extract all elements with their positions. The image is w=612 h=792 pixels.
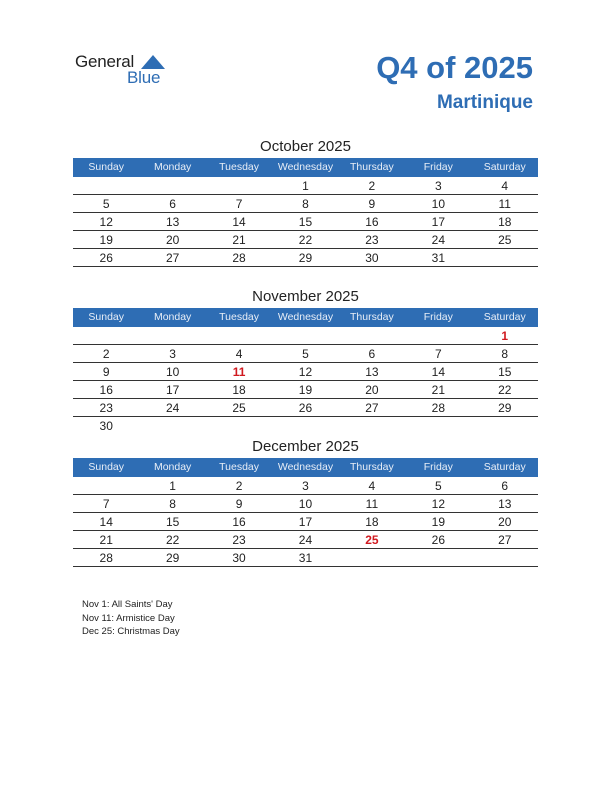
day-cell: 30 [99,419,113,433]
day-cell: 10 [165,365,180,379]
day-cell: 28 [99,551,113,565]
day-cell [206,327,272,344]
month-title: November 2025 [252,288,359,305]
day-cell: 18 [365,515,379,529]
day-cell: 21 [431,383,445,397]
day-cell: 8 [169,497,176,511]
holiday-notes [82,598,180,639]
week-row [73,417,538,434]
week-row [73,249,538,267]
day-cell: 29 [165,551,180,565]
day-cell [405,417,471,434]
day-cell: 17 [431,215,445,229]
day-cell: 18 [232,383,246,397]
day-cell: 30 [365,251,379,265]
day-cell: 25 [232,401,246,415]
day-cell: 9 [368,197,376,211]
day-cell: 7 [102,497,110,511]
week-row [73,177,538,195]
weekday-label: Tuesday [219,461,259,473]
weekday-label: Saturday [483,461,526,473]
week-row [73,381,538,399]
day-cell: 1 [501,329,509,343]
day-cell: 10 [298,497,313,511]
day-cell: 23 [232,533,246,547]
weekday-label: Thursday [350,311,394,323]
day-cell: 11 [365,497,379,511]
day-cell: 5 [302,347,309,361]
day-cell: 31 [298,551,313,565]
day-cell: 1 [169,479,176,493]
day-cell: 27 [165,251,180,265]
week-row [73,231,538,249]
day-cell: 8 [501,347,509,361]
day-cell: 31 [431,251,445,265]
day-cell: 2 [102,347,110,361]
week-row [73,495,538,513]
day-cell: 26 [298,401,313,415]
day-cell: 23 [365,233,379,247]
day-cell: 22 [498,383,512,397]
day-cell: 3 [434,179,442,193]
day-cell: 13 [498,497,512,511]
week-row [73,195,538,213]
weekday-label: Wednesday [277,311,334,323]
weekday-label: Friday [423,161,453,173]
day-cell: 28 [431,401,445,415]
week-row [73,513,538,531]
day-cell [472,549,538,566]
weekday-label: Saturday [483,311,526,323]
day-cell: 20 [498,515,512,529]
day-cell [139,177,205,194]
day-cell [272,417,338,434]
weekday-header [73,158,538,177]
page-title: Q4 of 2025 [376,50,533,85]
day-cell: 13 [365,365,379,379]
day-cell: 25 [498,233,512,247]
day-cell: 16 [99,383,113,397]
page-subtitle: Martinique [436,92,533,113]
weekday-label: Monday [153,161,192,173]
day-cell: 21 [232,233,246,247]
day-cell: 24 [298,533,313,547]
day-cell: 12 [99,215,113,229]
day-cell: 4 [368,479,376,493]
day-cell: 15 [498,365,512,379]
day-cell: 22 [298,233,313,247]
day-cell: 16 [232,515,246,529]
weeks [73,327,538,434]
day-cell: 18 [498,215,512,229]
holiday-note: Dec 25: Christmas Day [82,626,180,637]
generalblue-logo [75,52,175,88]
day-cell: 4 [501,179,509,193]
day-cell: 29 [498,401,512,415]
day-cell: 1 [302,179,309,193]
day-cell [339,549,405,566]
day-cell: 19 [99,233,113,247]
day-cell [472,417,538,434]
week-row [73,477,538,495]
day-cell: 3 [169,347,176,361]
day-cell: 30 [232,551,246,565]
week-row [73,327,538,345]
day-cell: 28 [232,251,246,265]
day-cell: 22 [165,533,180,547]
month-calendar [73,436,538,567]
day-cell: 23 [99,401,113,415]
day-cell: 9 [102,365,110,379]
day-cell: 12 [298,365,313,379]
day-cell: 25 [365,533,379,547]
day-cell: 27 [365,401,379,415]
logo-text-general: General [75,52,135,71]
day-cell [73,177,139,194]
weekday-label: Monday [153,461,192,473]
day-cell: 15 [298,215,313,229]
day-cell: 12 [431,497,445,511]
day-cell: 10 [431,197,445,211]
day-cell: 14 [232,215,246,229]
week-row [73,213,538,231]
weekday-label: Friday [423,311,453,323]
day-cell: 3 [302,479,309,493]
day-cell: 24 [431,233,445,247]
weekday-label: Monday [153,311,192,323]
weeks [73,177,538,267]
day-cell: 16 [365,215,379,229]
weekday-label: Tuesday [219,161,259,173]
day-cell: 4 [235,347,243,361]
day-cell: 14 [431,365,445,379]
day-cell: 11 [232,365,246,379]
day-cell: 6 [501,479,509,493]
day-cell: 13 [165,215,180,229]
weekday-label: Wednesday [277,161,334,173]
weekday-label: Thursday [350,161,394,173]
day-cell: 6 [169,197,176,211]
day-cell: 17 [298,515,313,529]
day-cell [339,327,405,344]
day-cell [206,417,272,434]
weekday-header [73,308,538,327]
day-cell: 17 [165,383,180,397]
week-row [73,345,538,363]
day-cell: 5 [434,479,442,493]
weekday-label: Sunday [88,161,125,173]
month-calendar [73,286,538,434]
day-cell [405,549,471,566]
day-cell [405,327,471,344]
weeks [73,477,538,567]
weekday-label: Sunday [88,461,125,473]
day-cell: 26 [431,533,445,547]
day-cell [272,327,338,344]
day-cell [73,327,139,344]
day-cell [472,249,538,266]
day-cell: 26 [99,251,113,265]
weekday-label: Thursday [350,461,394,473]
day-cell: 7 [235,197,243,211]
day-cell: 8 [302,197,309,211]
flag-icon [141,55,165,69]
day-cell: 14 [99,515,113,529]
day-cell: 21 [99,533,113,547]
week-row [73,363,538,381]
weekday-header [73,458,538,477]
weekday-label: Sunday [88,311,125,323]
day-cell: 27 [498,533,512,547]
day-cell: 20 [365,383,379,397]
day-cell: 15 [165,515,180,529]
day-cell: 7 [434,347,442,361]
day-cell: 29 [298,251,313,265]
day-cell [73,477,139,494]
weekday-label: Tuesday [219,311,259,323]
day-cell: 9 [235,497,243,511]
logo-text-blue: Blue [127,68,161,87]
day-cell: 6 [368,347,376,361]
day-cell [139,327,205,344]
week-row [73,549,538,567]
week-row [73,531,538,549]
holiday-note: Nov 11: Armistice Day [82,612,175,624]
day-cell: 2 [235,479,243,493]
weekday-label: Saturday [483,161,526,173]
week-row [73,399,538,417]
day-cell: 19 [431,515,445,529]
day-cell: 11 [498,197,511,211]
day-cell: 19 [298,383,313,397]
day-cell [339,417,405,434]
day-cell: 2 [368,179,376,193]
month-title: October 2025 [260,138,351,155]
month-title: December 2025 [252,438,359,455]
day-cell [139,417,205,434]
day-cell: 24 [165,401,180,415]
weekday-label: Wednesday [277,461,334,473]
day-cell: 5 [102,197,110,211]
day-cell [206,177,272,194]
weekday-label: Friday [423,461,453,473]
holiday-note: Nov 1: All Saints' Day [82,599,173,610]
month-calendar [73,136,538,267]
day-cell: 20 [165,233,180,247]
